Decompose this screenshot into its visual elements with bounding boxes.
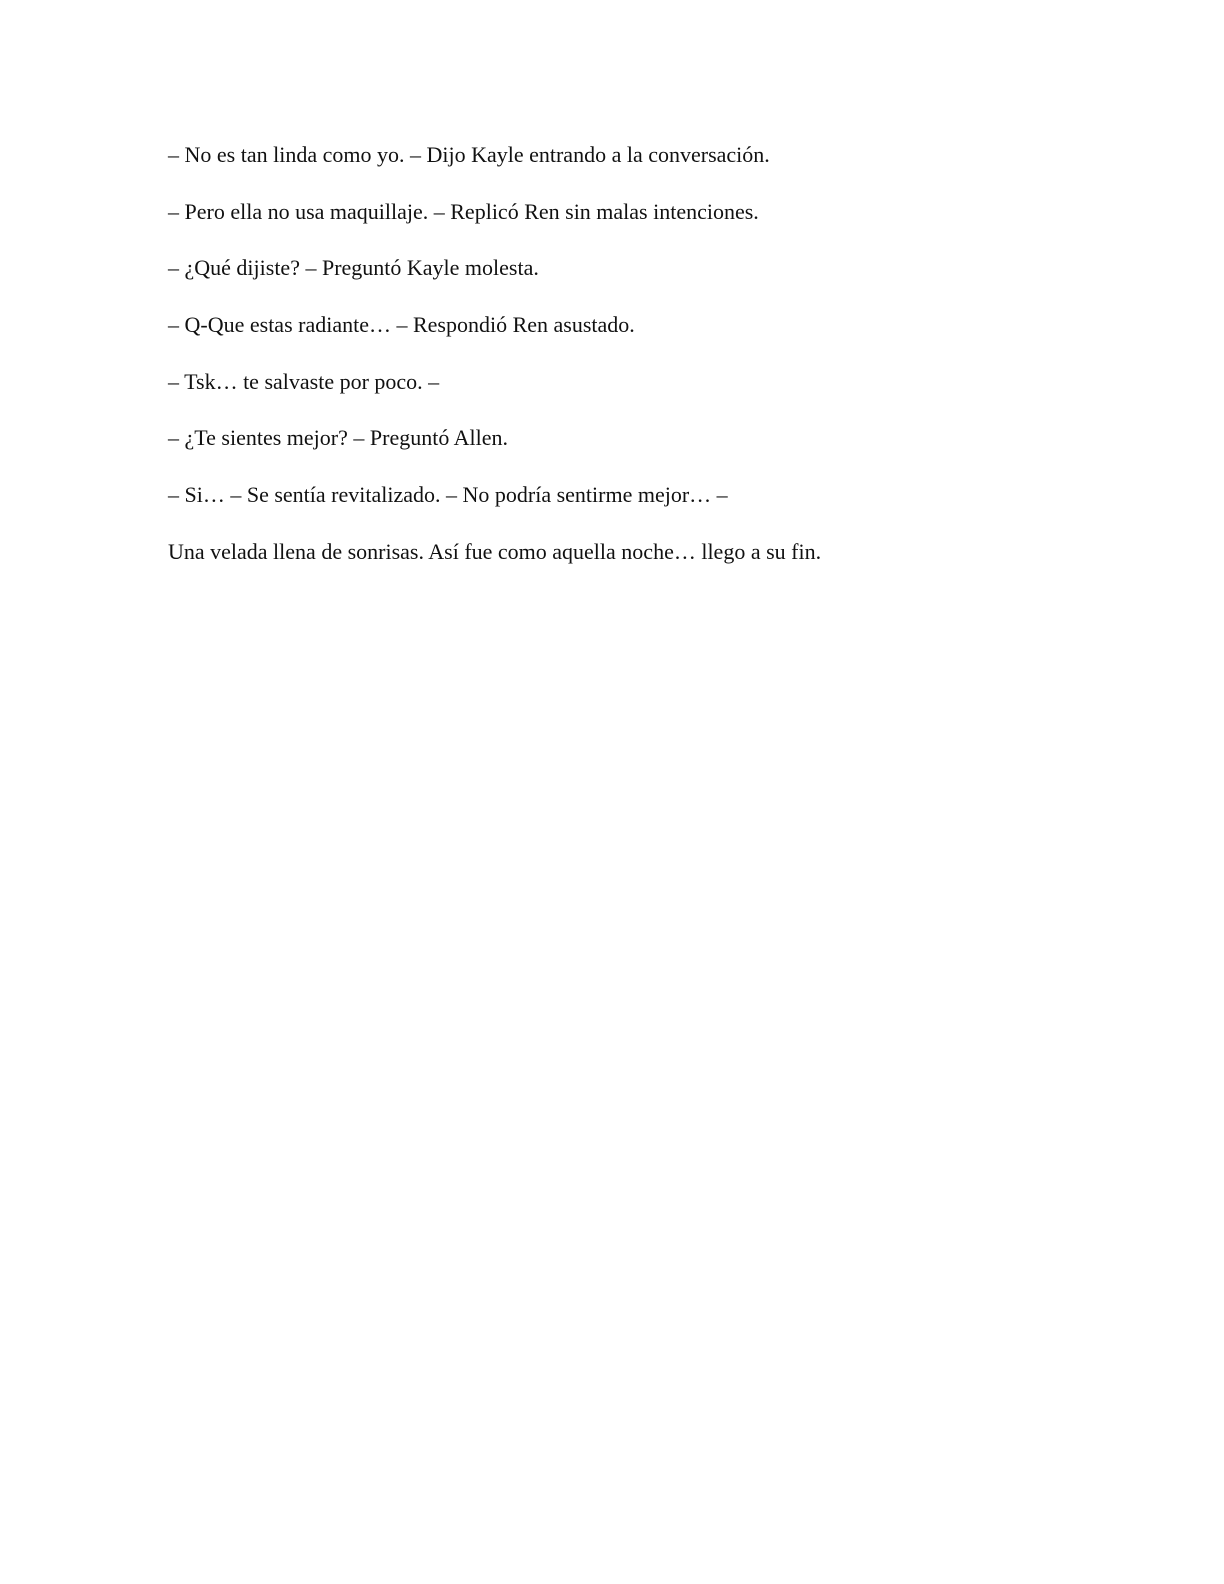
document-body	[168, 138, 1068, 592]
narration-closing-line: Una velada llena de sonrisas. Así fue como aquella noche… llego a su fin.	[168, 538, 822, 564]
dialogue-line-ren-radiant: – Q-Que estas radiante… – Respondió Ren asustado.	[168, 312, 635, 338]
dialogue-line-allen-question: – ¿Te sientes mejor? – Preguntó Allen.	[168, 425, 508, 451]
dialogue-line-kayle-question: – ¿Qué dijiste? – Preguntó Kayle molesta.	[168, 255, 539, 281]
dialogue-line-revitalized: – Si… – Se sentía revitalizado. – No podría sentirme mejor… –	[168, 482, 728, 508]
dialogue-line-ren-makeup: – Pero ella no usa maquillaje. – Replicó Ren sin malas intenciones.	[168, 198, 759, 224]
dialogue-line-kayle-entering: – No es tan linda como yo. – Dijo Kayle entrando a la conversación.	[168, 142, 770, 167]
dialogue-line-tsk: – Tsk… te salvaste por poco. –	[168, 368, 440, 394]
